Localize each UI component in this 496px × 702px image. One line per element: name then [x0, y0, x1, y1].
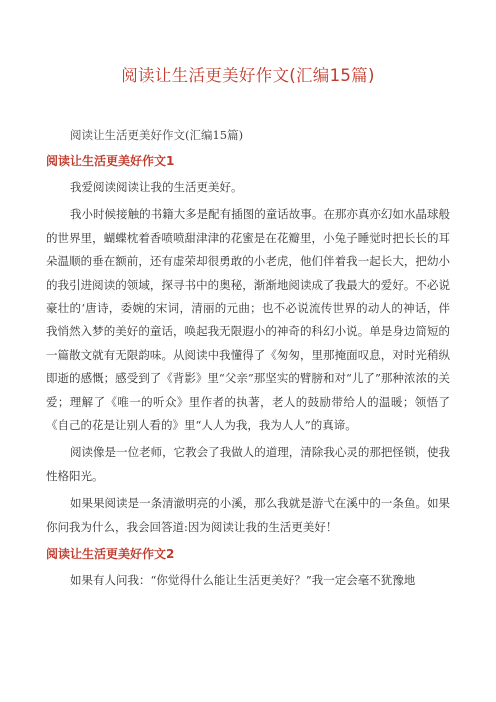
essay-heading-1: 阅读让生活更美好作文1 [46, 154, 175, 168]
essay-paragraph: 阅读像是一位老师，它教会了我做人的道理，清除我心灵的那把怪锁，使我性格阳光。 [46, 445, 450, 483]
essay-section-1 [46, 150, 450, 539]
document-subtitle: 阅读让生活更美好作文(汇编15篇) [70, 128, 244, 142]
essay-paragraph: 我爱阅读阅读让我的生活更美好。 [70, 180, 243, 194]
essay-section-2 [46, 543, 450, 592]
essay-paragraph: 如果有人问我：“你觉得什么能让生活更美好？”我一定会毫不犹豫地 [70, 573, 416, 588]
document-title: 阅读让生活更美好作文(汇编15篇) [121, 66, 375, 85]
essay-paragraph: 我小时候接触的书籍大多是配有插图的童话故事。在那亦真亦幻如水晶球般的世界里，蝴蝶枕着香喷喷甜津津的花蜜是在花瓣里，小兔子睡觉时把长长的耳朵温顺的垂在额前，还有虚荣却很勇敢的小老虎，他们伴着我一起长大，把幼小的我引进阅读的领域，探寻书中的奥秘，渐渐地阅读成了我最大的爱好。不必说豪壮的‘唐诗，委婉的宋词，清丽的元曲；也不必说流传世界的动人的神话，伴我悄然入梦的美好的童话，唤起我无限遐小的神奇的科幻小说。单是身边简短的一篇散文就有无限韵味。从阅读中我懂得了《匆匆，里那掩面叹息，对时光稍纵即逝的感慨；感受到了《背影》里“父亲”那坚实的臂膀和对“儿了”那种浓浓的关爱；理解了《唯一的听众》里作者的执著，老人的鼓励带给人的温暖；领悟了《自己的花是让别人看的》里“人人为我，我为人人”的真谛。 [46, 207, 450, 433]
essay-heading-2: 阅读让生活更美好作文2 [46, 547, 175, 562]
essay-paragraph: 如果果阅读是一条清澈明亮的小溪，那么我就是游弋在溪中的一条鱼。如果你问我为什么，我会回答道:因为阅读让我的生活更美好！ [46, 496, 450, 534]
